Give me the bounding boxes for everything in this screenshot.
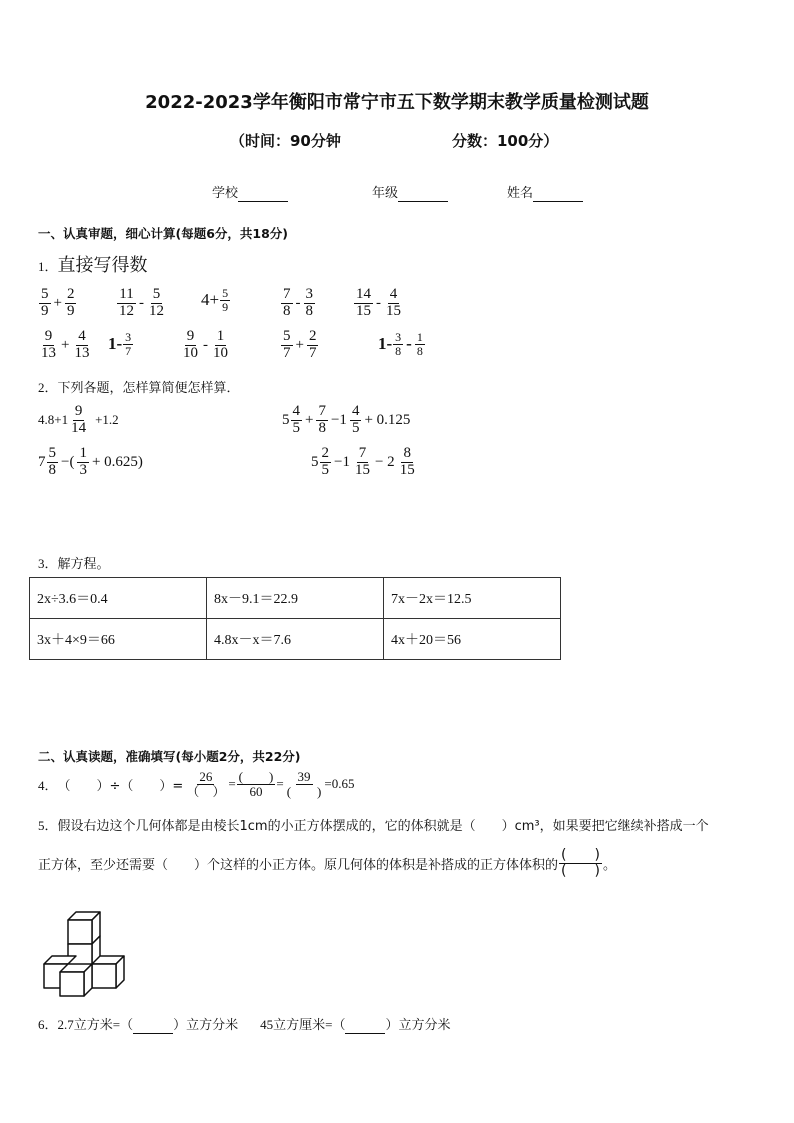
q4-fraction-3[interactable]: $\frac{39}{( )}$	[286, 769, 322, 799]
cube-figure	[40, 906, 130, 1002]
q4-fraction-1: $\frac{26}{( )}$	[186, 769, 226, 799]
q1-expr-2: $\frac{11}{12}$ - $\frac{5}{12}$	[119, 286, 164, 319]
page-title: 2022-2023学年衡阳市常宁市五下数学期末教学质量检测试题	[145, 92, 649, 113]
name-blank[interactable]	[533, 186, 583, 202]
grade-field	[372, 182, 448, 202]
equation-cell: 4x＋20＝56	[384, 619, 561, 660]
q1-expr-3: 4+ $\frac{5}{9}$	[201, 286, 229, 314]
q1-expr-7: 1- $\frac{3}{7}$	[108, 330, 132, 358]
q1-expr-8: $\frac{9}{10}$ - $\frac{1}{10}$	[183, 328, 228, 361]
q1-expr-5: $\frac{14}{15}$ - $\frac{4}{15}$	[356, 286, 401, 319]
q1-title	[38, 251, 148, 277]
equation-cell: 7x－2x＝12.5	[384, 578, 561, 619]
table-row	[30, 619, 561, 660]
q2-expr-2: 5 $\frac{4}{5}$ + $\frac{7}{8}$ −1 $\frac{4}{5}$ + 0.125	[282, 403, 411, 436]
q1-expr-4: $\frac{7}{8}$ - $\frac{3}{8}$	[283, 286, 313, 319]
name-label: 姓名	[507, 186, 534, 201]
q1-expr-6: $\frac{9}{13}$ + $\frac{4}{13}$	[41, 328, 90, 361]
q4-number: 4．	[38, 777, 58, 793]
q5-line-1	[38, 815, 709, 834]
q2-expr-3: 7 $\frac{5}{8}$ −( $\frac{1}{3}$ + 0.625)	[38, 445, 143, 478]
q5-text-1: 假设右边这个几何体都是由棱长1cm的小正方体摆成的，它的体积就是（ ）cm³，如果要把它继续补搭成一个	[57, 819, 709, 834]
equation-cell: 2x÷3.6＝0.4	[30, 578, 207, 619]
q2-expr-1: 4.8+1 $\frac{9}{14}$ +1.2	[38, 403, 119, 436]
q1-number: 1．	[38, 259, 58, 274]
q1-expr-10: 1- $\frac{3}{8}$ - $\frac{1}{8}$	[378, 330, 423, 358]
q1-expr-1: $\frac{5}{9}$ + $\frac{2}{9}$	[41, 286, 75, 319]
q3-text: 解方程。	[57, 557, 110, 572]
school-blank[interactable]	[238, 186, 288, 202]
table-row	[30, 578, 561, 619]
q6-number: 6．	[38, 1017, 58, 1032]
q1-text: 直接写得数	[57, 255, 148, 276]
equation-table	[29, 577, 561, 660]
q6-part-1: 2.7立方米=（	[57, 1017, 134, 1032]
equation-cell: 8x－9.1＝22.9	[207, 578, 384, 619]
q3-number: 3．	[38, 556, 58, 571]
q6-blank-2[interactable]	[345, 1017, 385, 1034]
section1-heading: 一、认真审题，细心计算(每题6分，共18分)	[38, 226, 289, 241]
time-label: （时间：90分钟	[230, 132, 341, 150]
equation-cell: 3x＋4×9＝66	[30, 619, 207, 660]
q5-number: 5．	[38, 818, 58, 833]
grade-label: 年级	[372, 186, 399, 201]
equation-cell: 4.8x－x＝7.6	[207, 619, 384, 660]
section2-heading: 二、认真读题，准确填写(每小题2分，共22分)	[38, 749, 301, 764]
q1-expr-9: $\frac{5}{7}$ + $\frac{2}{7}$	[283, 328, 317, 361]
q5-line-2	[38, 848, 616, 878]
q5-text-2: 正方体，至少还需要（ ）个这样的小正方体。原几何体的体积是补搭成的正方体体积的	[38, 857, 559, 873]
q2-number: 2．	[38, 380, 58, 395]
q5-answer-fraction[interactable]: $\frac{( )}{( )}$	[561, 847, 600, 879]
q6-blank-1[interactable]	[133, 1017, 173, 1034]
q3-title	[38, 553, 110, 572]
q6-part-4: ）立方分米	[385, 1017, 451, 1032]
q2-title	[38, 377, 240, 396]
school-label: 学校	[212, 186, 239, 201]
school-field	[212, 182, 288, 202]
q4-fraction-2[interactable]: $\frac{( )}{60}$	[238, 769, 274, 799]
q6-part-2: ）立方分米	[173, 1017, 239, 1032]
q6	[38, 1014, 450, 1034]
q6-part-3: 45立方厘米=（	[260, 1017, 346, 1032]
q4-blanks[interactable]: （ ）÷（ ）=	[57, 778, 184, 794]
q2-expr-4: 5 $\frac{2}{5}$ −1 $\frac{7}{15}$ − 2 $\frac{8}{15}$	[311, 445, 415, 478]
score-label: 分数：100分）	[452, 132, 559, 150]
q4: 4． （ ）÷（ ）= $\frac{26}{( )}$ = $\frac{( )}{60}$ = $\frac{39}{( )}$ =0.65	[38, 769, 355, 799]
name-field	[507, 182, 583, 202]
q5-end: 。	[602, 857, 616, 873]
grade-blank[interactable]	[398, 186, 448, 202]
q2-text: 下列各题，怎样算简便怎样算．	[57, 381, 240, 396]
